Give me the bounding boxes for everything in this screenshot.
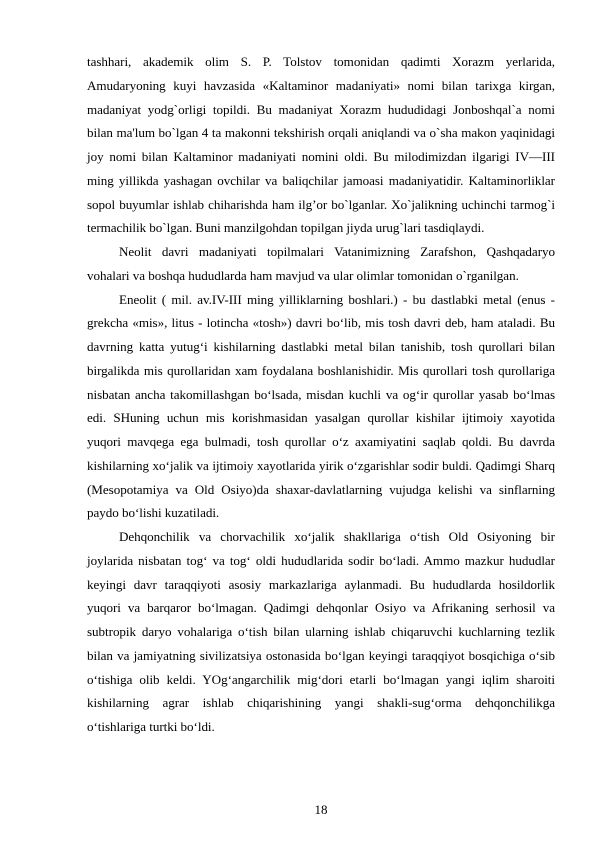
paragraph-2: Neolit davri madaniyati topilmalari Vatanimizning Zarafshon, Qashqadaryo vohalari va boshqa hududlarda ham mavjud va ular olimlar tomonidan o`rganilgan. <box>87 244 555 283</box>
paragraph-4: Dehqonchilik va chorvachilik xo‘jalik shakllariga o‘tish Old Osiyoning bir joylarida nisbatan tog‘ va tog‘ oldi hududlarida sodir bo‘ladi. Ammo mazkur hududlar keyingi davr taraqqiyoti asosiy markazlariga aylanmadi. Bu hududlarda hosildorlik yuqori va barqaror bo‘lmagan. Qadimgi dehqonlar Osiyo va Afrikaning serhosil va subtropik daryo vohalariga o‘tish bilan ularning ishlab chiqaruvchi kuchlarning tezlik bilan va jamiyatning sivilizatsiya ostonasida bo‘lgan keyingi taraqqiyot bosqichiga o‘sib o‘tishiga olib keldi. YOg‘angarchilik mig‘dori etarli bo‘lmagan yangi iqlim sharoiti kishilarning agrar ishlab chiqarishining yangi shakli-sug‘orma dehqonchilikga o‘tishlariga turtki bo‘ldi. <box>87 529 555 734</box>
page-number: 18 <box>314 802 328 817</box>
paragraph-1: tashhari, akademik olim S. P. Tolstov tomonidan qadimti Xorazm yerlarida, Amudaryoning kuyi havzasida «Kaltaminor madaniyati» nomi bilan tarixga kirgan, madaniyat yodg`orligi topildi. Bu madaniyat Xorazm hududidagi Jonboshqal`a nomi bilan ma'lum bo`lgan 4 ta makonni tekshirish orqali aniqlandi va o`sha makon yaqinidagi joy nomi bilan Kaltaminor madaniyati nomini oldi. Bu milodimizdan ilgarigi IV—III ming yillikda yashagan ovchilar va baliqchilar jamoasi madaniyatidir. Kaltaminorliklar sopol buyumlar ishlab chiharishda ham ilg’or bo`lganlar. Xo`jalikning uchinchi tarmog`i termachilik bo`lgan. Buni manzilgohdan topilgan jiyda urug`lari tasdiqlaydi. <box>87 54 555 236</box>
paragraph-3: Eneolit ( mil. av.IV-III ming yilliklarning boshlari.) - bu dastlabki metal (enus - grekcha «mis», litus - lotincha «tosh») davri bo‘lib, mis tosh davri deb, ham ataladi. Bu davrning katta yutug‘i kishilarning dastlabki metal bilan tanishib, tosh qurollari bilan birgalikda mis qurollaridan xam foydalana boshlanishidir. Mis qurollari tosh qurollariga nisbatan ancha takomillashgan bo‘lsada, misdan kuchli va og‘ir qurollar yasab bo‘lmas edi. SHuning uchun mis korishmasidan yasalgan qurollar kishilar ijtimoiy xayotida yuqori mavqega ega bulmadi, tosh qurollar o‘z axamiyatini saqlab qoldi. Bu davrda kishilarning xo‘jalik va ijtimoiy xayotlarida yirik o‘zgarishlar sodir buldi. Qadimgi Sharq (Mesopotamiya va Old Osiyo)da shaxar-davlatlarning vujudga kelishi va sinflarning paydo bo‘lishi kuzatiladi. <box>87 291 555 521</box>
body-text <box>87 50 555 739</box>
